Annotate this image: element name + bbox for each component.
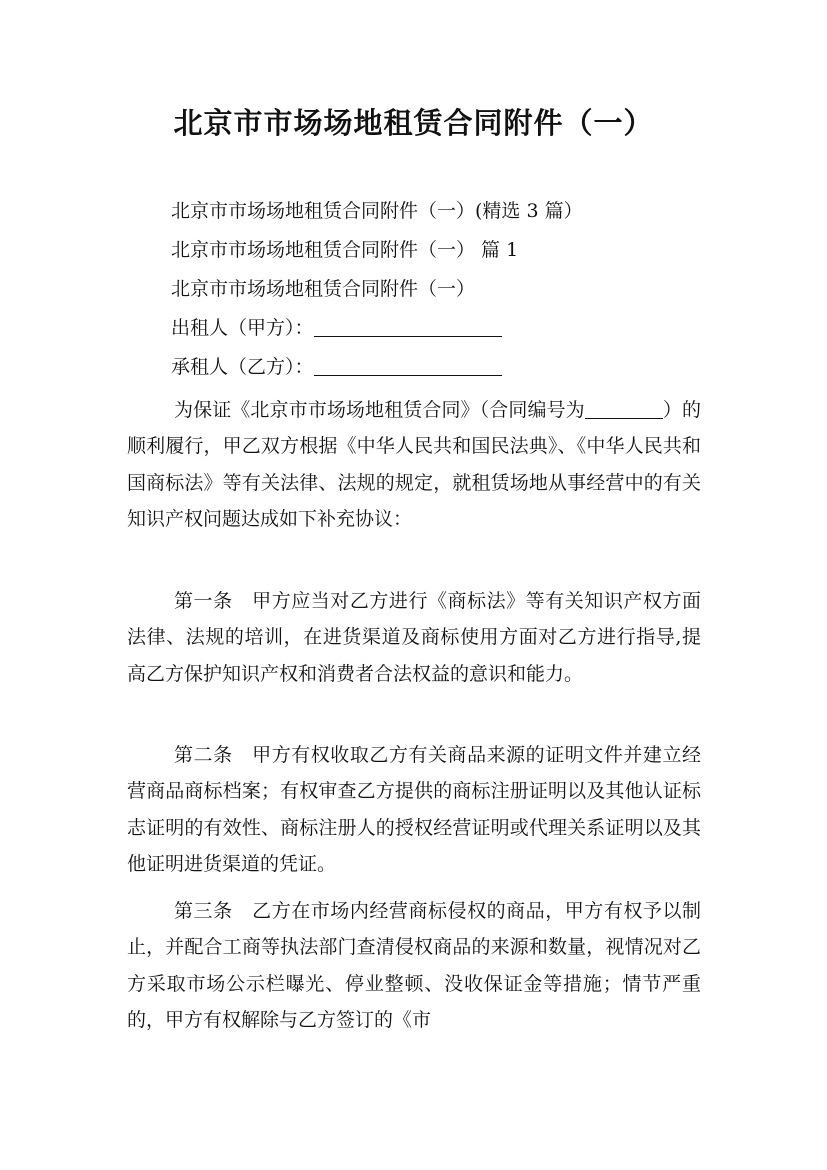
intro-paragraph	[127, 392, 701, 537]
intro-part-a: 为保证《北京市市场场地租赁合同》（合同编号为	[174, 399, 585, 421]
lessor-label: 出租人（甲方）：	[171, 317, 314, 339]
lessee-label: 承租人（乙方）：	[171, 356, 314, 378]
lessor-line	[171, 316, 502, 340]
lessor-blank	[314, 317, 502, 337]
sub-title: 北京市市场场地租赁合同附件（一）	[171, 278, 476, 300]
collection-title: 北京市市场场地租赁合同附件（一）(精选 3 篇）	[171, 200, 583, 222]
article-2: 第二条 甲方有权收取乙方有关商品来源的证明文件并建立经营商品商标档案；有权审查乙方提供的商标注册证明以及其他认证标志证明的有效性、商标注册人的授权经营证明或代理关系证明以及其他证明进货渠道的凭证。	[127, 744, 701, 875]
lessee-line	[171, 355, 502, 379]
article-1: 第一条 甲方应当对乙方进行《商标法》等有关知识产权方面法律、法规的培训，在进货渠道及商标使用方面对乙方进行指导,提高乙方保护知识产权和消费者合法权益的意识和能力。	[127, 590, 701, 685]
lessee-blank	[314, 356, 502, 376]
document-title: 北京市市场场地租赁合同附件（一）	[173, 106, 654, 140]
article-header: 北京市市场场地租赁合同附件（一） 篇 1	[171, 239, 519, 261]
contract-number-blank	[585, 399, 663, 419]
article-3: 第三条 乙方在市场内经营商标侵权的商品，甲方有权予以制止，并配合工商等执法部门查清侵权商品的来源和数量，视情况对乙方采取市场公示栏曝光、停业整顿、没收保证金等措施；情节严重的，甲方有权解除与乙方签订的《市	[127, 900, 701, 1031]
intro-part-b: ）的顺利履行，甲乙双方根据《中华人民共和国民法典》、《中华人民共和国商标法》等有关法律、法规的规定，就租赁场地从事经营中的有关知识产权问题达成如下补充协议：	[127, 399, 701, 530]
